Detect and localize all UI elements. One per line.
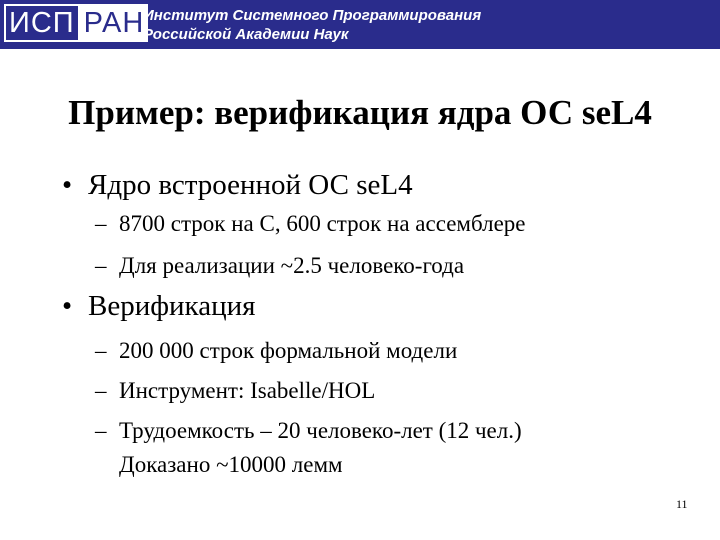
sub-item-text: Для реализации ~2.5 человеко-года xyxy=(119,253,465,278)
dash-symbol: – xyxy=(95,253,107,278)
bullet-text: Верификация xyxy=(88,290,256,322)
dash-symbol: – xyxy=(95,338,107,363)
sub-item-text: 8700 строк на С, 600 строк на ассемблере xyxy=(119,211,526,236)
bullet-symbol: • xyxy=(62,290,73,322)
institute-name-line2: Российской Академии Наук xyxy=(143,26,349,43)
dash-symbol: – xyxy=(95,418,107,443)
ispran-logo xyxy=(4,4,148,42)
institute-name-line1: Институт Системного Программирования xyxy=(143,7,482,24)
slide-title: Пример: верификация ядра ОС seL4 xyxy=(68,93,652,132)
logo-isp-text: ИСП xyxy=(4,4,80,42)
dash-symbol: – xyxy=(95,211,107,236)
sub-item-text: 200 000 строк формальной модели xyxy=(119,338,458,363)
logo-ran-text: РАН xyxy=(80,4,149,42)
sub-item-text: Трудоемкость – 20 человеко-лет (12 чел.) xyxy=(119,418,522,443)
institute-name xyxy=(143,6,481,44)
dash-symbol: – xyxy=(95,378,107,403)
bullet-text: Ядро встроенной ОС seL4 xyxy=(88,169,413,201)
page-number: 11 xyxy=(676,497,688,511)
institute-header xyxy=(0,0,720,49)
bullet-symbol: • xyxy=(62,169,73,201)
sub-item-lemmas: Доказано ~10000 лемм xyxy=(119,452,343,477)
sub-item-text: Инструмент: Isabelle/HOL xyxy=(119,378,376,403)
